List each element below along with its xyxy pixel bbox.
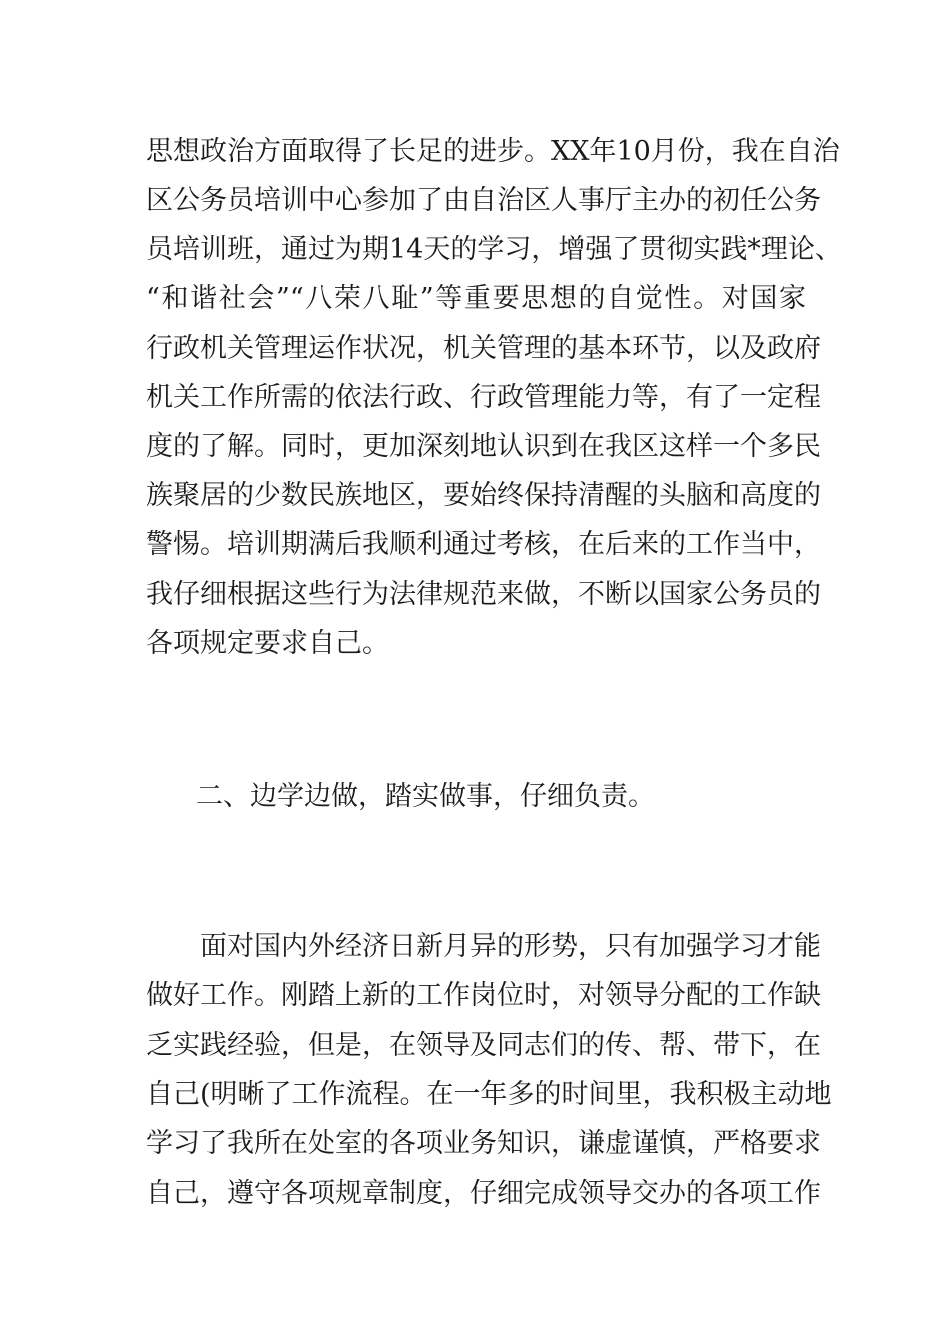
paragraph-1-line-11: 各项规定要求自己。 — [146, 628, 389, 659]
section-heading: 二、边学边做，踏实做事，仔细负责。 — [196, 781, 655, 812]
paragraph-1-line-9: 警惕。培训期满后我顺利通过考核，在后来的工作当中， — [146, 529, 821, 560]
paragraph-1-line-5: 行政机关管理运作状况，机关管理的基本环节，以及政府 — [146, 333, 821, 364]
paragraph-1-line-7: 度的了解。同时，更加深刻地认识到在我区这样一个多民 — [146, 431, 821, 462]
paragraph-1-line-10: 我仔细根据这些行为法律规范来做，不断以国家公务员的 — [146, 579, 821, 610]
paragraph-1-line-1: 思想政治方面取得了长足的进步。XX年10月份，我在自治 — [146, 136, 840, 167]
paragraph-1-line-8: 族聚居的少数民族地区，要始终保持清醒的头脑和高度的 — [146, 480, 821, 511]
paragraph-1-line-4: “和谐社会”“八荣八耻”等重要思想的自觉性。对国家 — [146, 283, 806, 314]
paragraph-1-line-2: 区公务员培训中心参加了由自治区人事厅主办的初任公务 — [146, 185, 821, 216]
paragraph-1-line-3: 员培训班，通过为期14天的学习，增强了贯彻实践*理论、 — [146, 234, 842, 265]
paragraph-2-line-4: 自己(明晰了工作流程。在一年多的时间里，我积极主动地 — [146, 1079, 832, 1110]
paragraph-2-line-6: 自己，遵守各项规章制度，仔细完成领导交办的各项工作 — [146, 1178, 821, 1209]
paragraph-2-line-3: 乏实践经验，但是，在领导及同志们的传、帮、带下，在 — [146, 1030, 821, 1061]
paragraph-2-line-5: 学习了我所在处室的各项业务知识，谦虚谨慎，严格要求 — [146, 1128, 821, 1159]
paragraph-2-line-1: 面对国内外经济日新月异的形势，只有加强学习才能 — [200, 931, 821, 962]
paragraph-1-line-6: 机关工作所需的依法行政、行政管理能力等，有了一定程 — [146, 382, 821, 413]
paragraph-2-line-2: 做好工作。刚踏上新的工作岗位时，对领导分配的工作缺 — [146, 980, 821, 1011]
